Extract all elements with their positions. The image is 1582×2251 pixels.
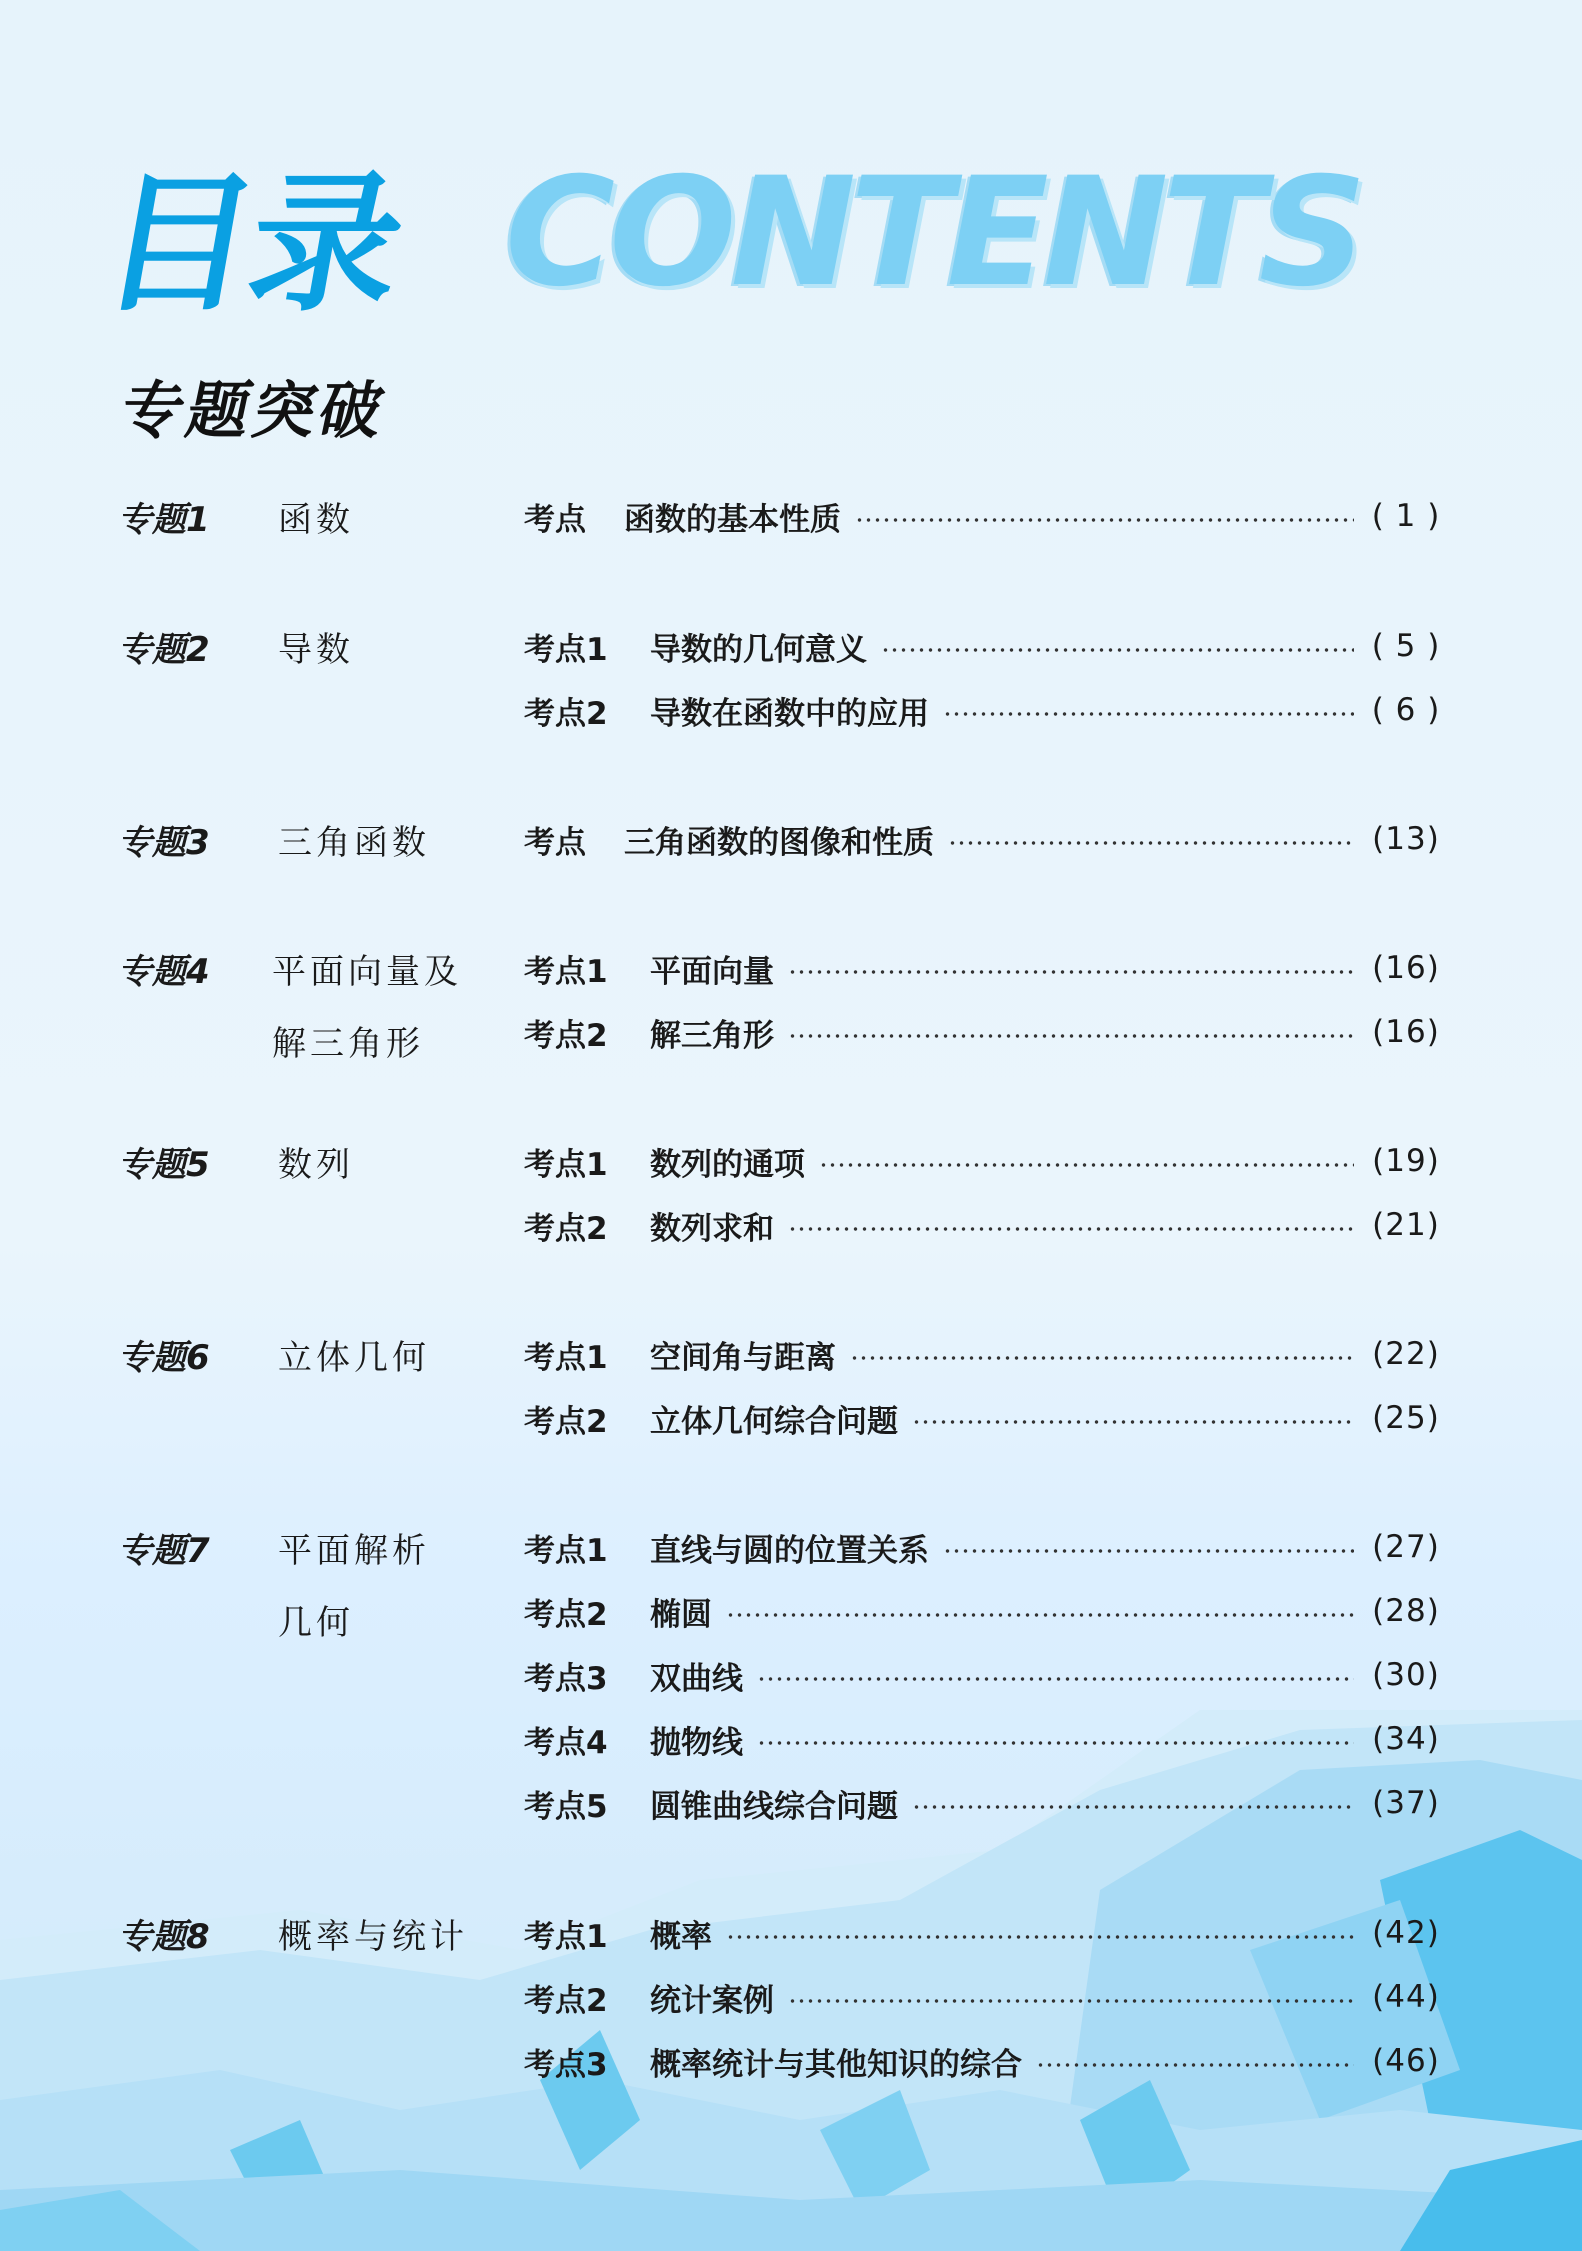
page-number: (16) <box>1372 950 1440 986</box>
toc-entry[interactable] <box>524 1589 1444 1633</box>
entry-title: 统计案例 <box>650 1982 774 2019</box>
entry-title: 空间角与距离 <box>650 1339 836 1376</box>
kaodian-label: 考点2 <box>524 1210 608 1247</box>
toc-entry[interactable] <box>524 494 1444 538</box>
kaodian-label: 考点1 <box>524 1339 608 1376</box>
topic-number: 专题5 <box>118 1145 210 1185</box>
kaodian-label: 考点3 <box>524 2046 608 2083</box>
leader-dots <box>819 1162 1354 1168</box>
toc-entry[interactable] <box>524 1396 1444 1440</box>
title-cn: 目录 <box>89 158 413 332</box>
topic-number: 专题6 <box>118 1338 210 1378</box>
page-number: (28) <box>1372 1593 1440 1629</box>
topic-name: 平面解析几何 <box>278 1531 430 1643</box>
leader-dots <box>1036 2062 1354 2068</box>
toc-entry[interactable] <box>524 1911 1444 1955</box>
entry-title: 平面向量 <box>650 953 774 990</box>
leader-dots <box>948 840 1354 846</box>
entry-title: 概率 <box>650 1918 712 1955</box>
kaodian-label: 考点5 <box>524 1788 608 1825</box>
kaodian-label: 考点2 <box>524 695 608 732</box>
toc-entry[interactable] <box>524 946 1444 990</box>
entry-title: 函数的基本性质 <box>624 501 841 538</box>
page-number: (16) <box>1372 1014 1440 1050</box>
page-number: (30) <box>1372 1657 1440 1693</box>
topic-number: 专题2 <box>118 630 210 670</box>
entry-title: 数列的通项 <box>650 1146 805 1183</box>
page-number: (13) <box>1372 821 1440 857</box>
toc-entry[interactable] <box>524 817 1444 861</box>
toc-entry[interactable] <box>524 1203 1444 1247</box>
entry-title: 解三角形 <box>650 1017 774 1054</box>
kaodian-label: 考点 <box>524 501 586 538</box>
page-number: (44) <box>1372 1979 1440 2015</box>
leader-dots <box>881 647 1354 653</box>
page-number: (42) <box>1372 1915 1440 1951</box>
kaodian-label: 考点4 <box>524 1724 608 1761</box>
toc-entry[interactable] <box>524 1975 1444 2019</box>
toc-entry[interactable] <box>524 1139 1444 1183</box>
leader-dots <box>757 1676 1354 1682</box>
kaodian-label: 考点1 <box>524 1146 608 1183</box>
kaodian-label: 考点2 <box>524 1017 608 1054</box>
page-number: (22) <box>1372 1336 1440 1372</box>
toc-entry[interactable] <box>524 1010 1444 1054</box>
leader-dots <box>850 1355 1354 1361</box>
toc-entry[interactable] <box>524 1525 1444 1569</box>
leader-dots <box>726 1934 1354 1940</box>
page-number: (46) <box>1372 2043 1440 2079</box>
toc-entry[interactable] <box>524 1717 1444 1761</box>
leader-dots <box>943 1548 1354 1554</box>
leader-dots <box>788 1226 1354 1232</box>
kaodian-label: 考点1 <box>524 631 608 668</box>
topic-name: 平面向量及解三角形 <box>272 952 462 1064</box>
kaodian-label: 考点3 <box>524 1660 608 1697</box>
leader-dots <box>912 1804 1354 1810</box>
leader-dots <box>855 517 1354 523</box>
toc-entry[interactable] <box>524 1781 1444 1825</box>
page-number: ( 6 ) <box>1371 692 1441 728</box>
page-number: ( 5 ) <box>1371 628 1441 664</box>
page-number: (19) <box>1372 1143 1440 1179</box>
kaodian-label: 考点 <box>524 824 586 861</box>
page-number: (34) <box>1372 1721 1440 1757</box>
entry-title: 双曲线 <box>650 1660 743 1697</box>
entry-title: 导数在函数中的应用 <box>650 695 929 732</box>
section-title: 专题突破 <box>114 374 394 447</box>
entry-title: 数列求和 <box>650 1210 774 1247</box>
topic-name: 三角函数 <box>278 823 430 863</box>
kaodian-label: 考点1 <box>524 1532 608 1569</box>
page-number: (25) <box>1372 1400 1440 1436</box>
kaodian-label: 考点2 <box>524 1982 608 2019</box>
kaodian-label: 考点2 <box>524 1596 608 1633</box>
entry-title: 圆锥曲线综合问题 <box>650 1788 898 1825</box>
kaodian-label: 考点2 <box>524 1403 608 1440</box>
toc-entry[interactable] <box>524 1653 1444 1697</box>
leader-dots <box>912 1419 1354 1425</box>
toc-entry[interactable] <box>524 2039 1444 2083</box>
entry-title: 三角函数的图像和性质 <box>624 824 934 861</box>
page-number: (37) <box>1372 1785 1440 1821</box>
kaodian-label: 考点1 <box>524 1918 608 1955</box>
topic-name: 立体几何 <box>278 1338 430 1378</box>
entry-title: 导数的几何意义 <box>650 631 867 668</box>
toc-entry[interactable] <box>524 1332 1444 1376</box>
entry-title: 直线与圆的位置关系 <box>650 1532 929 1569</box>
topic-name: 函数 <box>278 500 354 540</box>
topic-name: 概率与统计 <box>278 1917 468 1957</box>
page-number: (27) <box>1372 1529 1440 1565</box>
topic-number: 专题1 <box>118 500 210 540</box>
toc-entry[interactable] <box>524 624 1444 668</box>
topic-name: 数列 <box>278 1145 354 1185</box>
page-number: ( 1 ) <box>1371 498 1441 534</box>
leader-dots <box>788 1033 1354 1039</box>
title-en: CONTENTS <box>505 146 1361 320</box>
entry-title: 概率统计与其他知识的综合 <box>650 2046 1022 2083</box>
topic-number: 专题3 <box>118 823 210 863</box>
entry-title: 抛物线 <box>650 1724 743 1761</box>
page-number: (21) <box>1372 1207 1440 1243</box>
topic-number: 专题4 <box>118 952 210 992</box>
topic-number: 专题8 <box>118 1917 210 1957</box>
topic-number: 专题7 <box>118 1531 210 1571</box>
topic-name: 导数 <box>278 630 354 670</box>
leader-dots <box>943 711 1354 717</box>
entry-title: 立体几何综合问题 <box>650 1403 898 1440</box>
leader-dots <box>726 1612 1354 1618</box>
leader-dots <box>757 1740 1354 1746</box>
leader-dots <box>788 969 1354 975</box>
leader-dots <box>788 1998 1354 2004</box>
toc-entry[interactable] <box>524 688 1444 732</box>
entry-title: 椭圆 <box>650 1596 712 1633</box>
kaodian-label: 考点1 <box>524 953 608 990</box>
